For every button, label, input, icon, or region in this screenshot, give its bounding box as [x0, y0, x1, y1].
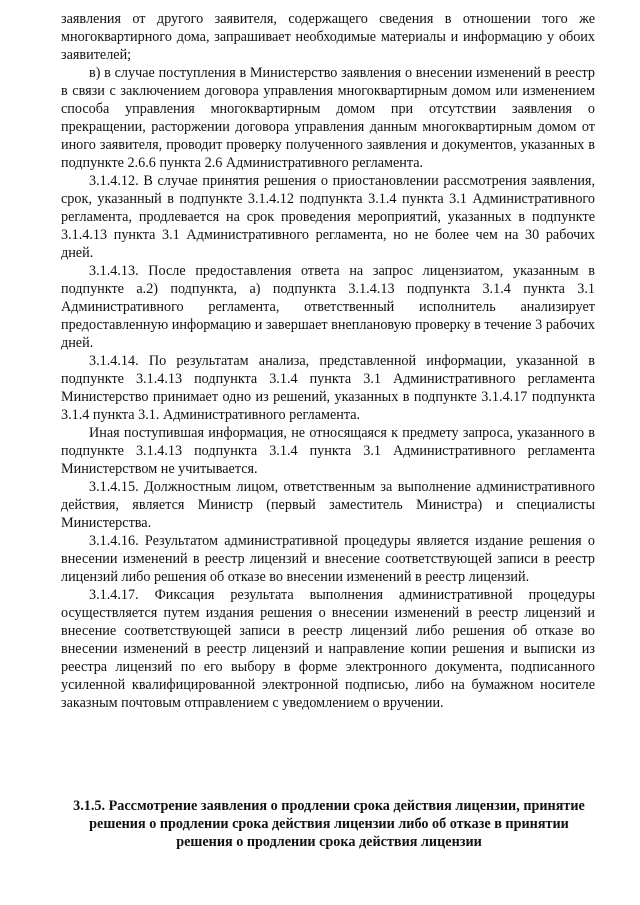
document-body	[61, 10, 595, 712]
paragraph-other-info: Иная поступившая информация, не относящаяся к предмету запроса, указанного в подпункте 3.1.4.13 подпункта 3.1.4 пункта 3.1 Административного регламента Министерством не учитывается.	[61, 425, 595, 477]
section-heading-3-1-5	[64, 797, 594, 851]
paragraph-3-1-4-17: 3.1.4.17. Фиксация результата выполнения административной процедуры осуществляется путем издания решения о внесении изменений в реестр лицензий и внесение соответствующей записи в реестр лицензий либо решения об отказе во внесении изменений в реестр лицензий и направление копии решения и выписки из реестра лицензий по его выбору в форме электронного документа, подписанного усиленной квалифицированной электронной подписью, либо на бумажном носителе заказным почтовым отправлением с уведомлением о вручении.	[61, 587, 595, 711]
paragraph-continuation: заявления от другого заявителя, содержащего сведения в отношении того же многоквартирного дома, запрашивает необходимые материалы и информацию у обоих заявителей;	[61, 11, 595, 63]
paragraph-3-1-4-16: 3.1.4.16. Результатом административной процедуры является издание решения о внесении изменений в реестр лицензий и внесение соответствующей записи в реестр лицензий либо решения об отказе во внесении изменений в реестр лицензий.	[61, 533, 595, 585]
section-heading-text: 3.1.5. Рассмотрение заявления о продлении срока действия лицензии, принятие решения о продлении срока действия лицензии либо об отказе в принятии решения о продлении срока действия лицензии	[73, 798, 585, 850]
paragraph-3-1-4-14: 3.1.4.14. По результатам анализа, представленной информации, указанной в подпункте 3.1.4.13 подпункта 3.1.4 пункта 3.1 Административного регламента Министерство принимает одно из решений, указанных в подпункте 3.1.4.17 подпункта 3.1.4 пункта 3.1. Административного регламента.	[61, 353, 595, 423]
paragraph-3-1-4-13: 3.1.4.13. После предоставления ответа на запрос лицензиатом, указанным в подпункте а.2) подпункта, а) подпункта 3.1.4.13 подпункта 3.1.4 пункта 3.1 Административного регламента, ответственный исполнитель анализирует предоставленную информацию и завершает внеплановую проверку в течение 3 рабочих дней.	[61, 263, 595, 351]
paragraph-3-1-4-15: 3.1.4.15. Должностным лицом, ответственным за выполнение административного действия, является Министр (первый заместитель Министра) и специалисты Министерства.	[61, 479, 595, 531]
paragraph-v: в) в случае поступления в Министерство заявления о внесении изменений в реестр в связи с заключением договора управления многоквартирным домом или изменением способа управления многоквартирным домом при отсутствии заявления о прекращении, расторжении договора управления данным многоквартирным домом от иного заявителя, проводит проверку полученного заявления и документов, указанных в подпункте 2.6.6 пункта 2.6 Административного регламента.	[61, 65, 595, 171]
paragraph-3-1-4-12: 3.1.4.12. В случае принятия решения о приостановлении рассмотрения заявления, срок, указанный в подпункте 3.1.4.12 подпункта 3.1.4 пункта 3.1 Административного регламента, продлевается на срок проведения мероприятий, указанных в подпункте 3.1.4.13 пункта 3.1 Административного регламента, но не более чем на 30 рабочих дней.	[61, 173, 595, 261]
